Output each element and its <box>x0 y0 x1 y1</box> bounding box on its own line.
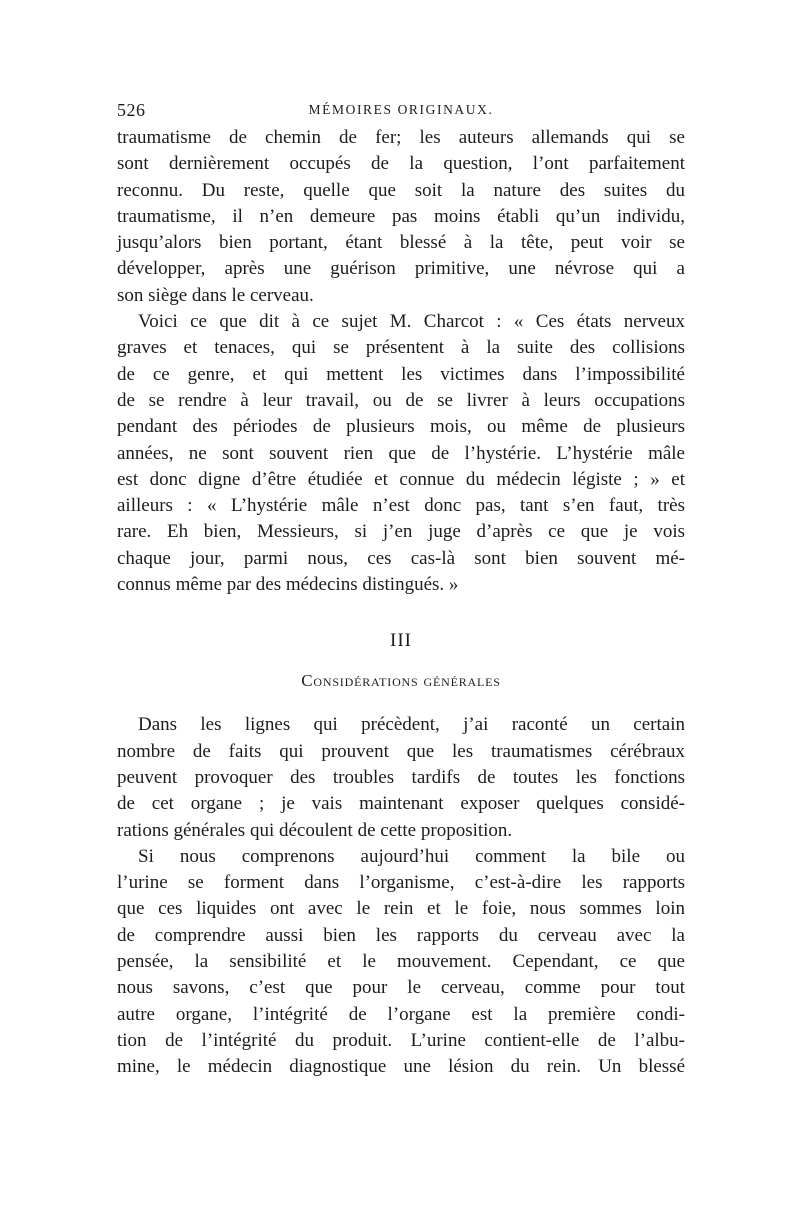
text-line: chaque jour, parmi nous, ces cas-là sont bien souvent mé- <box>117 547 685 569</box>
text-line: nous savons, c’est que pour le cerveau, comme pour tout <box>117 977 685 999</box>
text-line: pendant des périodes de plusieurs mois, ou même de plusieurs <box>117 416 685 438</box>
text-line: Dans les lignes qui précèdent, j’ai raconté un certain <box>138 714 685 736</box>
text-line: est donc digne d’être étudiée et connue du médecin légiste ; » et <box>117 468 685 490</box>
paragraph <box>117 712 685 843</box>
text-line: pensée, la sensibilité et le mouvement. Cependant, ce que <box>117 951 685 973</box>
section-number: III <box>390 630 412 652</box>
text-line: nombre de faits qui prouvent que les traumatismes cérébraux <box>117 740 685 762</box>
text-line: ailleurs : « L’hystérie mâle n’est donc pas, tant s’en faut, très <box>117 495 685 517</box>
text-line: que ces liquides ont avec le rein et le foie, nous sommes loin <box>117 898 685 920</box>
text-after-section <box>117 712 685 1080</box>
text-line: l’urine se forment dans l’organisme, c’est-à-dire les rapports <box>117 872 685 894</box>
text-line: traumatisme, il n’en demeure pas moins établi qu’un individu, <box>117 205 685 227</box>
text-line: Voici ce que dit à ce sujet M. Charcot : « Ces états nerveux <box>138 311 685 333</box>
text-line: de comprendre aussi bien les rapports du cerveau avec la <box>117 924 685 946</box>
text-line: sont dernièrement occupés de la question, l’ont parfaitement <box>117 153 685 175</box>
text-line: années, ne sont souvent rien que de l’hystérie. L’hystérie mâle <box>117 442 685 464</box>
text-line: de ce genre, et qui mettent les victimes dans l’impossibilité <box>117 363 685 385</box>
text-line: graves et tenaces, qui se présentent à la suite des collisions <box>117 337 685 359</box>
text-line: son siège dans le cerveau. <box>117 284 314 306</box>
book-page <box>117 95 685 1081</box>
paragraph <box>117 844 685 1081</box>
text-line: rations générales qui découlent de cette proposition. <box>117 819 513 841</box>
text-line: tion de l’intégrité du produit. L’urine contient-elle de l’albu- <box>117 1029 685 1051</box>
text-line: rare. Eh bien, Messieurs, si j’en juge d’après ce que je vois <box>117 521 685 543</box>
text-line: mine, le médecin diagnostique une lésion du rein. Un blessé <box>117 1056 685 1078</box>
text-line: autre organe, l’intégrité de l’organe est la première condi- <box>117 1003 685 1025</box>
text-line: jusqu’alors bien portant, étant blessé à la tête, peut voir se <box>117 232 685 254</box>
running-head <box>117 95 685 125</box>
section-title: Considérations générales <box>301 671 501 691</box>
text-line: traumatisme de chemin de fer; les auteurs allemands qui se <box>117 127 685 148</box>
paragraph <box>117 309 685 598</box>
text-line: peuvent provoquer des troubles tardifs de toutes les fonctions <box>117 766 685 788</box>
running-title: MÉMOIRES ORIGINAUX. <box>308 102 494 117</box>
text-line: de se rendre à leur travail, ou de se livrer à leurs occupations <box>117 389 685 411</box>
text-line: de cet organe ; je vais maintenant exposer quelques considé- <box>117 793 685 815</box>
text-line: reconnu. Du reste, quelle que soit la nature des suites du <box>117 179 685 201</box>
text-line: Si nous comprenons aujourd’hui comment la bile ou <box>138 845 685 867</box>
text-before-section <box>117 125 685 598</box>
text-line: développer, après une guérison primitive, une névrose qui a <box>117 258 685 280</box>
paragraph <box>117 125 685 309</box>
text-line: connus même par des médecins distingués. » <box>117 574 459 596</box>
page-number: 526 <box>117 100 146 120</box>
